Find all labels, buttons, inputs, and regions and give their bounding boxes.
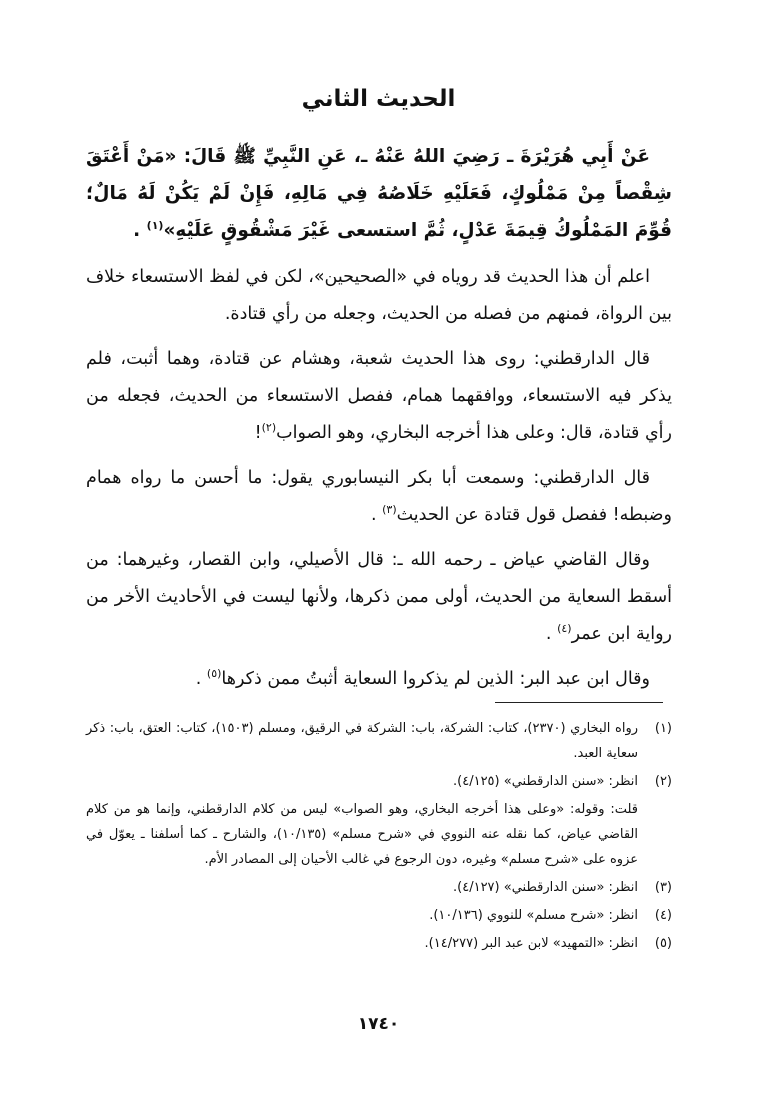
paragraph-text: قال الدارقطني: روى هذا الحديث شعبة، وهشام عن قتادة، وهما أثبت، فلم يذكر فيه الاستسعاء، ووافقهما همام، ففصل الاستسعاء من الحديث، فجعله من رأي قتادة، قال: وعلى هذا أخرجه البخاري، وهو الصواب — [86, 349, 672, 443]
footnote-ref: (٢) — [261, 421, 277, 435]
footnote-ref: (٥) — [206, 667, 222, 681]
footnote-number: (٥) — [654, 936, 672, 951]
footnote — [86, 716, 672, 766]
footnote-number: (١) — [654, 721, 672, 736]
punctuation: ! — [254, 423, 262, 443]
punctuation: . — [195, 669, 202, 689]
footnote-number: (٢) — [654, 774, 672, 789]
paragraph — [86, 341, 672, 452]
paragraph-text: عَنْ أَبِي هُرَيْرَةَ ـ رَضِيَ اللهُ عَنْهُ ـ، عَنِ النَّبِيِّ ﷺ قَالَ: «مَنْ أَعْتَقَ شِقْصاً مِنْ مَمْلُوكٍ، فَعَلَيْهِ خَلَاصُهُ فِي مَالِهِ، فَإِنْ لَمْ يَكُنْ لَهُ مَالٌ؛ قُوِّمَ المَمْلُوكُ قِيمَةَ عَدْلٍ، ثُمَّ استسعى غَيْرَ مَشْقُوقٍ عَلَيْهِ» — [86, 146, 672, 241]
footnote — [86, 875, 672, 900]
paragraph — [86, 661, 672, 698]
footnote-ref: (١) — [146, 218, 164, 232]
footnote-comment: قلت: وقوله: «وعلى هذا أخرجه البخاري، وهو الصواب» ليس من كلام الدارقطني، وإنما هو من كلام القاضي عياض، كما نقله عنه النووي في «شرح مسلم» (١٠/١٣٥)، والشارح ـ كما أسلفنا ـ يعوّل في عزوه على «شرح مسلم» وغيره، دون الرجوع في غالب الأحيان إلى المصادر الأم. — [86, 802, 638, 867]
punctuation: . — [545, 624, 552, 644]
footnote-text: انظر: «سنن الدارقطني» (٤/١٢٧). — [453, 880, 638, 895]
paragraph-text: قال الدارقطني: وسمعت أبا بكر النيسابوري يقول: ما أحسن ما رواه همام وضبطه! ففصل قول قتادة عن الحديث — [86, 468, 672, 525]
footnote-text: انظر: «التمهيد» لابن عبد البر (١٤/٢٧٧). — [424, 936, 638, 951]
footnote-number: (٣) — [654, 880, 672, 895]
footnote-ref: (٣) — [382, 503, 397, 517]
hadith-paragraph — [86, 138, 672, 249]
footnote — [86, 769, 672, 794]
footnote-text: رواه البخاري (٢٣٧٠)، كتاب: الشركة، باب: الشركة في الرقيق، ومسلم (١٥٠٣)، كتاب: العتق، باب: ذكر سعاية العبد. — [86, 721, 638, 761]
section-title: الحديث الثاني — [301, 86, 456, 112]
paragraph-text: وقال القاضي عياض ـ رحمه الله ـ: قال الأصيلي، وابن القصار، وغيرهما: من أسقط السعاية من الحديث، أولى ممن ذكرها، ولأنها ليست في الأحاديث الأخر من رواية ابن عمر — [86, 550, 672, 644]
footnote-divider — [495, 702, 663, 703]
paragraph — [86, 259, 672, 333]
footnote-text: انظر: «سنن الدارقطني» (٤/١٢٥). — [453, 774, 638, 789]
footnote — [86, 903, 672, 928]
punctuation: . — [133, 220, 141, 241]
main-text — [86, 138, 672, 706]
footnote-number: (٤) — [654, 908, 672, 923]
paragraph-text: وقال ابن عبد البر: الذين لم يذكروا السعاية أثبتُ ممن ذكرها — [221, 669, 650, 689]
footnote-ref: (٤) — [557, 622, 572, 636]
footnote-text: انظر: «شرح مسلم» للنووي (١٠/١٣٦). — [429, 908, 638, 923]
paragraph — [86, 542, 672, 653]
punctuation: . — [370, 505, 377, 525]
footnotes — [86, 716, 672, 959]
footnote — [86, 931, 672, 956]
paragraph — [86, 460, 672, 534]
page-number: ١٧٤٠ — [357, 1014, 400, 1034]
paragraph-text: اعلم أن هذا الحديث قد روياه في «الصحيحين»، لكن في لفظ الاستسعاء خلاف بين الرواة، فمنهم من فصله من الحديث، وجعله من رأي قتادة. — [86, 267, 672, 324]
